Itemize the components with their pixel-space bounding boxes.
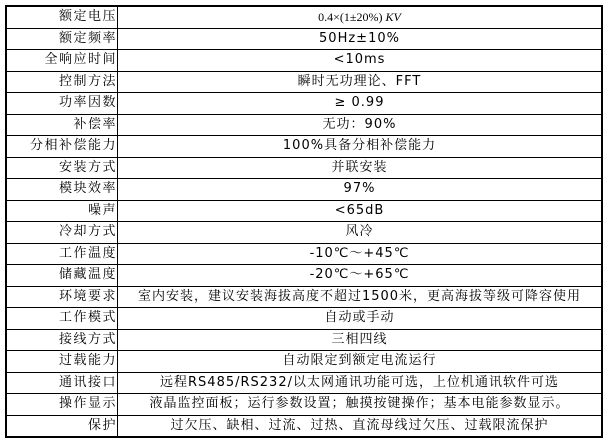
row-label: 工作温度 — [6, 243, 118, 265]
row-label: 额定频率 — [6, 28, 118, 50]
row-label: 储藏温度 — [6, 265, 118, 287]
row-value-text: 0.4×(1±20%) — [318, 10, 383, 25]
spec-table — [5, 5, 603, 438]
table-row — [6, 6, 602, 28]
row-value: 自动限定到额定电流运行 — [118, 351, 603, 373]
table-row — [6, 93, 602, 115]
table-row — [6, 415, 602, 437]
table-row — [6, 114, 602, 136]
row-label: 安装方式 — [6, 157, 118, 179]
row-label: 保护 — [6, 415, 118, 437]
table-row — [6, 222, 602, 244]
row-value: 自动或手动 — [118, 308, 603, 330]
table-row — [6, 179, 602, 201]
row-value: 过欠压、缺相、过流、过热、直流母线过欠压、过载限流保护 — [118, 415, 603, 437]
row-value: 风冷 — [118, 222, 603, 244]
table-row — [6, 157, 602, 179]
table-row — [6, 351, 602, 373]
row-label: 补偿率 — [6, 114, 118, 136]
table-row — [6, 394, 602, 416]
row-label: 通讯接口 — [6, 372, 118, 394]
table-row — [6, 200, 602, 222]
table-row — [6, 372, 602, 394]
row-value: 远程RS485/RS232/以太网通讯功能可选，上位机通讯软件可选 — [118, 372, 603, 394]
row-value: 室内安装，建议安装海拔高度不超过1500米，更高海拔等级可降容使用 — [118, 286, 603, 308]
table-row — [6, 28, 602, 50]
row-value: 液晶监控面板；运行参数设置；触摸按键操作；基本电能参数显示。 — [118, 394, 603, 416]
table-row — [6, 243, 602, 265]
row-label: 环境要求 — [6, 286, 118, 308]
table-row — [6, 136, 602, 158]
table-row — [6, 308, 602, 330]
row-label: 接线方式 — [6, 329, 118, 351]
row-label: 模块效率 — [6, 179, 118, 201]
row-value: <10ms — [118, 50, 603, 72]
table-row — [6, 329, 602, 351]
row-value: ≥ 0.99 — [118, 93, 603, 115]
row-value: -20℃～+65℃ — [118, 265, 603, 287]
table-row — [6, 50, 602, 72]
row-value: 50Hz±10% — [118, 28, 603, 50]
row-value: 并联安装 — [118, 157, 603, 179]
table-row — [6, 265, 602, 287]
row-label: 分相补偿能力 — [6, 136, 118, 158]
row-value: 瞬时无功理论、FFT — [118, 71, 603, 93]
row-value: 97% — [118, 179, 603, 201]
table-row — [6, 71, 602, 93]
table-row — [6, 286, 602, 308]
row-value: <65dB — [118, 200, 603, 222]
row-label: 功率因数 — [6, 93, 118, 115]
row-value: 三相四线 — [118, 329, 603, 351]
row-label: 噪声 — [6, 200, 118, 222]
row-label: 全响应时间 — [6, 50, 118, 72]
row-value: 无功：90% — [118, 114, 603, 136]
row-label: 过载能力 — [6, 351, 118, 373]
row-value — [118, 6, 603, 28]
row-value: -10℃～+45℃ — [118, 243, 603, 265]
row-label: 控制方法 — [6, 71, 118, 93]
row-label: 冷却方式 — [6, 222, 118, 244]
row-label: 额定电压 — [6, 6, 118, 28]
spec-table-body — [6, 6, 602, 437]
row-label: 操作显示 — [6, 394, 118, 416]
row-label: 工作模式 — [6, 308, 118, 330]
row-value-unit: KV — [385, 10, 401, 25]
row-value: 100%具备分相补偿能力 — [118, 136, 603, 158]
